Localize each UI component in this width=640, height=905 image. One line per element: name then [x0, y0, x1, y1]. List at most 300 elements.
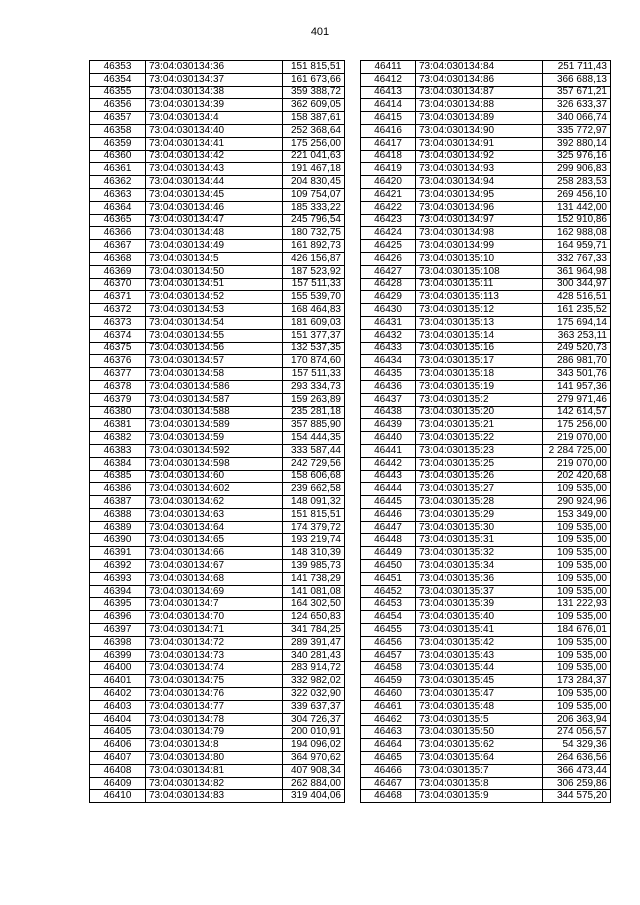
table-row: [90, 700, 345, 713]
table-row: [90, 368, 345, 381]
table-row: [90, 278, 345, 291]
value-cell: 139 985,73: [283, 560, 345, 573]
row-number-cell: 46391: [90, 547, 146, 560]
table-row: [361, 393, 611, 406]
row-number-cell: 46413: [361, 86, 416, 99]
table-row: [361, 368, 611, 381]
cadastral-number-cell: 73:04:030135:21: [416, 419, 543, 432]
cadastral-number-cell: 73:04:030135:43: [416, 649, 543, 662]
value-cell: 180 732,75: [283, 227, 345, 240]
row-number-cell: 46396: [90, 611, 146, 624]
row-number-cell: 46400: [90, 662, 146, 675]
row-number-cell: 46363: [90, 188, 146, 201]
row-number-cell: 46459: [361, 675, 416, 688]
table-row: [361, 227, 611, 240]
cadastral-number-cell: 73:04:030134:58: [146, 368, 283, 381]
cadastral-number-cell: 73:04:030135:64: [416, 752, 543, 765]
cadastral-number-cell: 73:04:030134:95: [416, 188, 543, 201]
value-cell: 164 302,50: [283, 598, 345, 611]
row-number-cell: 46444: [361, 483, 416, 496]
value-cell: 306 259,86: [543, 777, 611, 790]
row-number-cell: 46368: [90, 252, 146, 265]
cadastral-number-cell: 73:04:030134:48: [146, 227, 283, 240]
value-cell: 157 511,33: [283, 368, 345, 381]
row-number-cell: 46377: [90, 368, 146, 381]
cadastral-number-cell: 73:04:030134:73: [146, 649, 283, 662]
cadastral-number-cell: 73:04:030134:64: [146, 521, 283, 534]
cadastral-number-cell: 73:04:030134:67: [146, 560, 283, 573]
table-row: [90, 61, 345, 74]
table-row: [90, 636, 345, 649]
value-cell: 428 516,51: [543, 291, 611, 304]
table-row: [361, 560, 611, 573]
row-number-cell: 46387: [90, 496, 146, 509]
table-row: [90, 419, 345, 432]
table-row: [90, 86, 345, 99]
cadastral-number-cell: 73:04:030135:7: [416, 764, 543, 777]
value-cell: 299 906,83: [543, 163, 611, 176]
row-number-cell: 46405: [90, 726, 146, 739]
cadastral-number-cell: 73:04:030134:46: [146, 201, 283, 214]
table-row: [361, 457, 611, 470]
table-row: [361, 112, 611, 125]
value-cell: 109 535,00: [543, 560, 611, 573]
row-number-cell: 46373: [90, 316, 146, 329]
value-cell: 252 368,64: [283, 124, 345, 137]
value-cell: 340 066,74: [543, 112, 611, 125]
cadastral-number-cell: 73:04:030134:72: [146, 636, 283, 649]
table-row: [361, 342, 611, 355]
value-cell: 219 070,00: [543, 457, 611, 470]
cadastral-number-cell: 73:04:030134:52: [146, 291, 283, 304]
cadastral-number-cell: 73:04:030134:97: [416, 214, 543, 227]
value-cell: 109 535,00: [543, 662, 611, 675]
table-row: [90, 99, 345, 112]
table-row: [90, 124, 345, 137]
row-number-cell: 46438: [361, 406, 416, 419]
row-number-cell: 46357: [90, 112, 146, 125]
table-row: [361, 470, 611, 483]
cadastral-number-cell: 73:04:030135:26: [416, 470, 543, 483]
cadastral-number-cell: 73:04:030134:42: [146, 150, 283, 163]
value-cell: 262 884,00: [283, 777, 345, 790]
table-row: [361, 444, 611, 457]
value-cell: 332 982,02: [283, 675, 345, 688]
value-cell: 304 726,37: [283, 713, 345, 726]
cadastral-number-cell: 73:04:030134:586: [146, 380, 283, 393]
value-cell: 175 256,00: [283, 137, 345, 150]
row-number-cell: 46394: [90, 585, 146, 598]
cadastral-number-cell: 73:04:030135:9: [416, 790, 543, 803]
value-cell: 109 754,07: [283, 188, 345, 201]
row-number-cell: 46468: [361, 790, 416, 803]
row-number-cell: 46443: [361, 470, 416, 483]
value-cell: 286 981,70: [543, 355, 611, 368]
row-number-cell: 46435: [361, 368, 416, 381]
table-row: [90, 380, 345, 393]
cadastral-number-cell: 73:04:030135:28: [416, 496, 543, 509]
table-row: [361, 547, 611, 560]
cadastral-number-cell: 73:04:030134:59: [146, 432, 283, 445]
table-row: [90, 764, 345, 777]
cadastral-number-cell: 73:04:030134:66: [146, 547, 283, 560]
cadastral-number-cell: 73:04:030134:56: [146, 342, 283, 355]
value-cell: 289 391,47: [283, 636, 345, 649]
row-number-cell: 46462: [361, 713, 416, 726]
value-cell: 155 539,70: [283, 291, 345, 304]
row-number-cell: 46440: [361, 432, 416, 445]
value-cell: 175 694,14: [543, 316, 611, 329]
table-row: [90, 112, 345, 125]
value-cell: 153 349,00: [543, 508, 611, 521]
cadastral-number-cell: 73:04:030134:39: [146, 99, 283, 112]
cadastral-number-cell: 73:04:030134:592: [146, 444, 283, 457]
cadastral-number-cell: 73:04:030135:34: [416, 560, 543, 573]
cadastral-number-cell: 73:04:030135:44: [416, 662, 543, 675]
cadastral-number-cell: 73:04:030134:80: [146, 752, 283, 765]
cadastral-number-cell: 73:04:030134:45: [146, 188, 283, 201]
value-cell: 193 219,74: [283, 534, 345, 547]
row-number-cell: 46369: [90, 265, 146, 278]
cadastral-number-cell: 73:04:030135:11: [416, 278, 543, 291]
value-cell: 362 609,05: [283, 99, 345, 112]
row-number-cell: 46445: [361, 496, 416, 509]
cadastral-number-cell: 73:04:030135:108: [416, 265, 543, 278]
row-number-cell: 46406: [90, 739, 146, 752]
table-row: [361, 124, 611, 137]
table-row: [361, 713, 611, 726]
cadastral-number-cell: 73:04:030134:589: [146, 419, 283, 432]
value-cell: 109 535,00: [543, 636, 611, 649]
cadastral-number-cell: 73:04:030134:7: [146, 598, 283, 611]
value-cell: 161 235,52: [543, 304, 611, 317]
value-cell: 290 924,96: [543, 496, 611, 509]
row-number-cell: 46395: [90, 598, 146, 611]
row-number-cell: 46461: [361, 700, 416, 713]
value-cell: 202 420,68: [543, 470, 611, 483]
cadastral-number-cell: 73:04:030134:587: [146, 393, 283, 406]
table-row: [90, 316, 345, 329]
row-number-cell: 46370: [90, 278, 146, 291]
table-row: [361, 636, 611, 649]
cadastral-number-cell: 73:04:030134:74: [146, 662, 283, 675]
value-cell: 221 041,63: [283, 150, 345, 163]
cadastral-number-cell: 73:04:030134:92: [416, 150, 543, 163]
cadastral-number-cell: 73:04:030135:113: [416, 291, 543, 304]
table-row: [361, 137, 611, 150]
row-number-cell: 46407: [90, 752, 146, 765]
table-row: [361, 624, 611, 637]
table-row: [90, 598, 345, 611]
row-number-cell: 46458: [361, 662, 416, 675]
cadastral-number-cell: 73:04:030134:81: [146, 764, 283, 777]
value-cell: 359 388,72: [283, 86, 345, 99]
value-cell: 158 387,61: [283, 112, 345, 125]
cadastral-number-cell: 73:04:030135:48: [416, 700, 543, 713]
cadastral-number-cell: 73:04:030134:65: [146, 534, 283, 547]
table-row: [90, 624, 345, 637]
value-cell: 141 081,08: [283, 585, 345, 598]
value-cell: 181 609,03: [283, 316, 345, 329]
value-cell: 54 329,36: [543, 739, 611, 752]
table-row: [361, 278, 611, 291]
value-cell: 300 344,97: [543, 278, 611, 291]
cadastral-number-cell: 73:04:030134:79: [146, 726, 283, 739]
row-number-cell: 46429: [361, 291, 416, 304]
cadastral-number-cell: 73:04:030135:41: [416, 624, 543, 637]
table-row: [90, 201, 345, 214]
row-number-cell: 46386: [90, 483, 146, 496]
value-cell: 219 070,00: [543, 432, 611, 445]
row-number-cell: 46402: [90, 688, 146, 701]
value-cell: 322 032,90: [283, 688, 345, 701]
value-cell: 173 284,37: [543, 675, 611, 688]
row-number-cell: 46410: [90, 790, 146, 803]
table-row: [361, 508, 611, 521]
row-number-cell: 46382: [90, 432, 146, 445]
value-cell: 131 222,93: [543, 598, 611, 611]
table-row: [361, 777, 611, 790]
table-row: [90, 790, 345, 803]
value-cell: 109 535,00: [543, 585, 611, 598]
row-number-cell: 46422: [361, 201, 416, 214]
table-row: [90, 393, 345, 406]
cadastral-number-cell: 73:04:030134:78: [146, 713, 283, 726]
cadastral-number-cell: 73:04:030135:19: [416, 380, 543, 393]
value-cell: 392 880,14: [543, 137, 611, 150]
cadastral-number-cell: 73:04:030134:75: [146, 675, 283, 688]
value-cell: 2 284 725,00: [543, 444, 611, 457]
table-row: [90, 163, 345, 176]
row-number-cell: 46390: [90, 534, 146, 547]
row-number-cell: 46393: [90, 572, 146, 585]
row-number-cell: 46466: [361, 764, 416, 777]
value-cell: 340 281,43: [283, 649, 345, 662]
table-row: [361, 150, 611, 163]
value-cell: 339 637,37: [283, 700, 345, 713]
value-cell: 235 281,18: [283, 406, 345, 419]
cadastral-number-cell: 73:04:030135:27: [416, 483, 543, 496]
value-cell: 264 636,56: [543, 752, 611, 765]
table-row: [90, 342, 345, 355]
table-row: [90, 649, 345, 662]
cadastral-number-cell: 73:04:030134:90: [416, 124, 543, 137]
row-number-cell: 46418: [361, 150, 416, 163]
cadastral-number-cell: 73:04:030135:37: [416, 585, 543, 598]
table-row: [361, 726, 611, 739]
row-number-cell: 46449: [361, 547, 416, 560]
value-cell: 151 815,51: [283, 61, 345, 74]
cadastral-number-cell: 73:04:030134:53: [146, 304, 283, 317]
row-number-cell: 46392: [90, 560, 146, 573]
row-number-cell: 46452: [361, 585, 416, 598]
row-number-cell: 46372: [90, 304, 146, 317]
cadastral-number-cell: 73:04:030134:54: [146, 316, 283, 329]
row-number-cell: 46465: [361, 752, 416, 765]
value-cell: 170 874,60: [283, 355, 345, 368]
table-row: [90, 406, 345, 419]
value-cell: 109 535,00: [543, 649, 611, 662]
row-number-cell: 46430: [361, 304, 416, 317]
cadastral-number-cell: 73:04:030134:93: [416, 163, 543, 176]
value-cell: 109 535,00: [543, 534, 611, 547]
row-number-cell: 46389: [90, 521, 146, 534]
value-cell: 426 156,87: [283, 252, 345, 265]
table-row: [90, 547, 345, 560]
cadastral-number-cell: 73:04:030134:89: [416, 112, 543, 125]
value-cell: 344 575,20: [543, 790, 611, 803]
row-number-cell: 46408: [90, 764, 146, 777]
value-cell: 343 501,76: [543, 368, 611, 381]
row-number-cell: 46433: [361, 342, 416, 355]
table-row: [361, 355, 611, 368]
row-number-cell: 46360: [90, 150, 146, 163]
row-number-cell: 46355: [90, 86, 146, 99]
cadastral-number-cell: 73:04:030135:17: [416, 355, 543, 368]
cadastral-number-cell: 73:04:030134:99: [416, 240, 543, 253]
row-number-cell: 46398: [90, 636, 146, 649]
value-cell: 109 535,00: [543, 611, 611, 624]
value-cell: 251 711,43: [543, 61, 611, 74]
value-cell: 185 333,22: [283, 201, 345, 214]
table-row: [361, 649, 611, 662]
value-cell: 154 444,35: [283, 432, 345, 445]
table-row: [90, 304, 345, 317]
value-cell: 184 676,01: [543, 624, 611, 637]
table-row: [90, 560, 345, 573]
row-number-cell: 46367: [90, 240, 146, 253]
cadastral-number-cell: 73:04:030134:94: [416, 176, 543, 189]
value-cell: 164 959,71: [543, 240, 611, 253]
table-row: [90, 726, 345, 739]
row-number-cell: 46448: [361, 534, 416, 547]
cadastral-number-cell: 73:04:030135:20: [416, 406, 543, 419]
row-number-cell: 46374: [90, 329, 146, 342]
value-cell: 148 091,32: [283, 496, 345, 509]
cadastral-number-cell: 73:04:030135:10: [416, 252, 543, 265]
value-cell: 242 729,56: [283, 457, 345, 470]
table-row: [361, 432, 611, 445]
table-row: [90, 214, 345, 227]
row-number-cell: 46424: [361, 227, 416, 240]
cadastral-number-cell: 73:04:030134:41: [146, 137, 283, 150]
cadastral-number-cell: 73:04:030135:31: [416, 534, 543, 547]
cadastral-number-cell: 73:04:030135:12: [416, 304, 543, 317]
table-row: [90, 457, 345, 470]
page-number: 401: [310, 26, 330, 38]
row-number-cell: 46384: [90, 457, 146, 470]
value-cell: 363 253,11: [543, 329, 611, 342]
table-row: [90, 432, 345, 445]
table-row: [90, 73, 345, 86]
value-cell: 258 283,53: [543, 176, 611, 189]
table-row: [361, 675, 611, 688]
row-number-cell: 46397: [90, 624, 146, 637]
value-cell: 109 535,00: [543, 700, 611, 713]
cadastral-number-cell: 73:04:030134:50: [146, 265, 283, 278]
cadastral-number-cell: 73:04:030134:38: [146, 86, 283, 99]
row-number-cell: 46417: [361, 137, 416, 150]
value-cell: 269 456,10: [543, 188, 611, 201]
table-row: [90, 777, 345, 790]
row-number-cell: 46426: [361, 252, 416, 265]
table-row: [361, 201, 611, 214]
registry-table-body: [90, 61, 345, 803]
row-number-cell: 46375: [90, 342, 146, 355]
row-number-cell: 46441: [361, 444, 416, 457]
value-cell: 335 772,97: [543, 124, 611, 137]
row-number-cell: 46423: [361, 214, 416, 227]
value-cell: 333 587,44: [283, 444, 345, 457]
row-number-cell: 46454: [361, 611, 416, 624]
value-cell: 109 535,00: [543, 521, 611, 534]
value-cell: 109 535,00: [543, 483, 611, 496]
value-cell: 361 964,98: [543, 265, 611, 278]
value-cell: 161 892,73: [283, 240, 345, 253]
table-row: [90, 508, 345, 521]
row-number-cell: 46362: [90, 176, 146, 189]
value-cell: 131 442,00: [543, 201, 611, 214]
table-row: [361, 329, 611, 342]
table-row: [90, 713, 345, 726]
value-cell: 151 377,37: [283, 329, 345, 342]
table-row: [361, 291, 611, 304]
registry-table-body: [361, 61, 611, 803]
row-number-cell: 46359: [90, 137, 146, 150]
table-row: [90, 739, 345, 752]
row-number-cell: 46434: [361, 355, 416, 368]
cadastral-number-cell: 73:04:030135:62: [416, 739, 543, 752]
table-row: [361, 598, 611, 611]
value-cell: 152 910,86: [543, 214, 611, 227]
row-number-cell: 46399: [90, 649, 146, 662]
row-number-cell: 46450: [361, 560, 416, 573]
value-cell: 239 662,58: [283, 483, 345, 496]
value-cell: 124 650,83: [283, 611, 345, 624]
table-row: [361, 265, 611, 278]
value-cell: 151 815,51: [283, 508, 345, 521]
table-row: [90, 188, 345, 201]
table-row: [90, 176, 345, 189]
value-cell: 325 976,16: [543, 150, 611, 163]
table-row: [361, 240, 611, 253]
table-row: [90, 291, 345, 304]
value-cell: 200 010,91: [283, 726, 345, 739]
value-cell: 341 784,25: [283, 624, 345, 637]
value-cell: 245 796,54: [283, 214, 345, 227]
value-cell: 283 914,72: [283, 662, 345, 675]
cadastral-number-cell: 73:04:030135:32: [416, 547, 543, 560]
row-number-cell: 46364: [90, 201, 146, 214]
value-cell: 249 520,73: [543, 342, 611, 355]
row-number-cell: 46437: [361, 393, 416, 406]
row-number-cell: 46425: [361, 240, 416, 253]
table-row: [361, 739, 611, 752]
row-number-cell: 46412: [361, 73, 416, 86]
cadastral-number-cell: 73:04:030134:36: [146, 61, 283, 74]
value-cell: 109 535,00: [543, 547, 611, 560]
cadastral-number-cell: 73:04:030134:96: [416, 201, 543, 214]
cadastral-number-cell: 73:04:030135:16: [416, 342, 543, 355]
value-cell: 357 671,21: [543, 86, 611, 99]
cadastral-number-cell: 73:04:030134:37: [146, 73, 283, 86]
row-number-cell: 46411: [361, 61, 416, 74]
table-row: [361, 316, 611, 329]
cadastral-number-cell: 73:04:030134:63: [146, 508, 283, 521]
cadastral-number-cell: 73:04:030135:29: [416, 508, 543, 521]
cadastral-number-cell: 73:04:030135:25: [416, 457, 543, 470]
value-cell: 162 988,08: [543, 227, 611, 240]
